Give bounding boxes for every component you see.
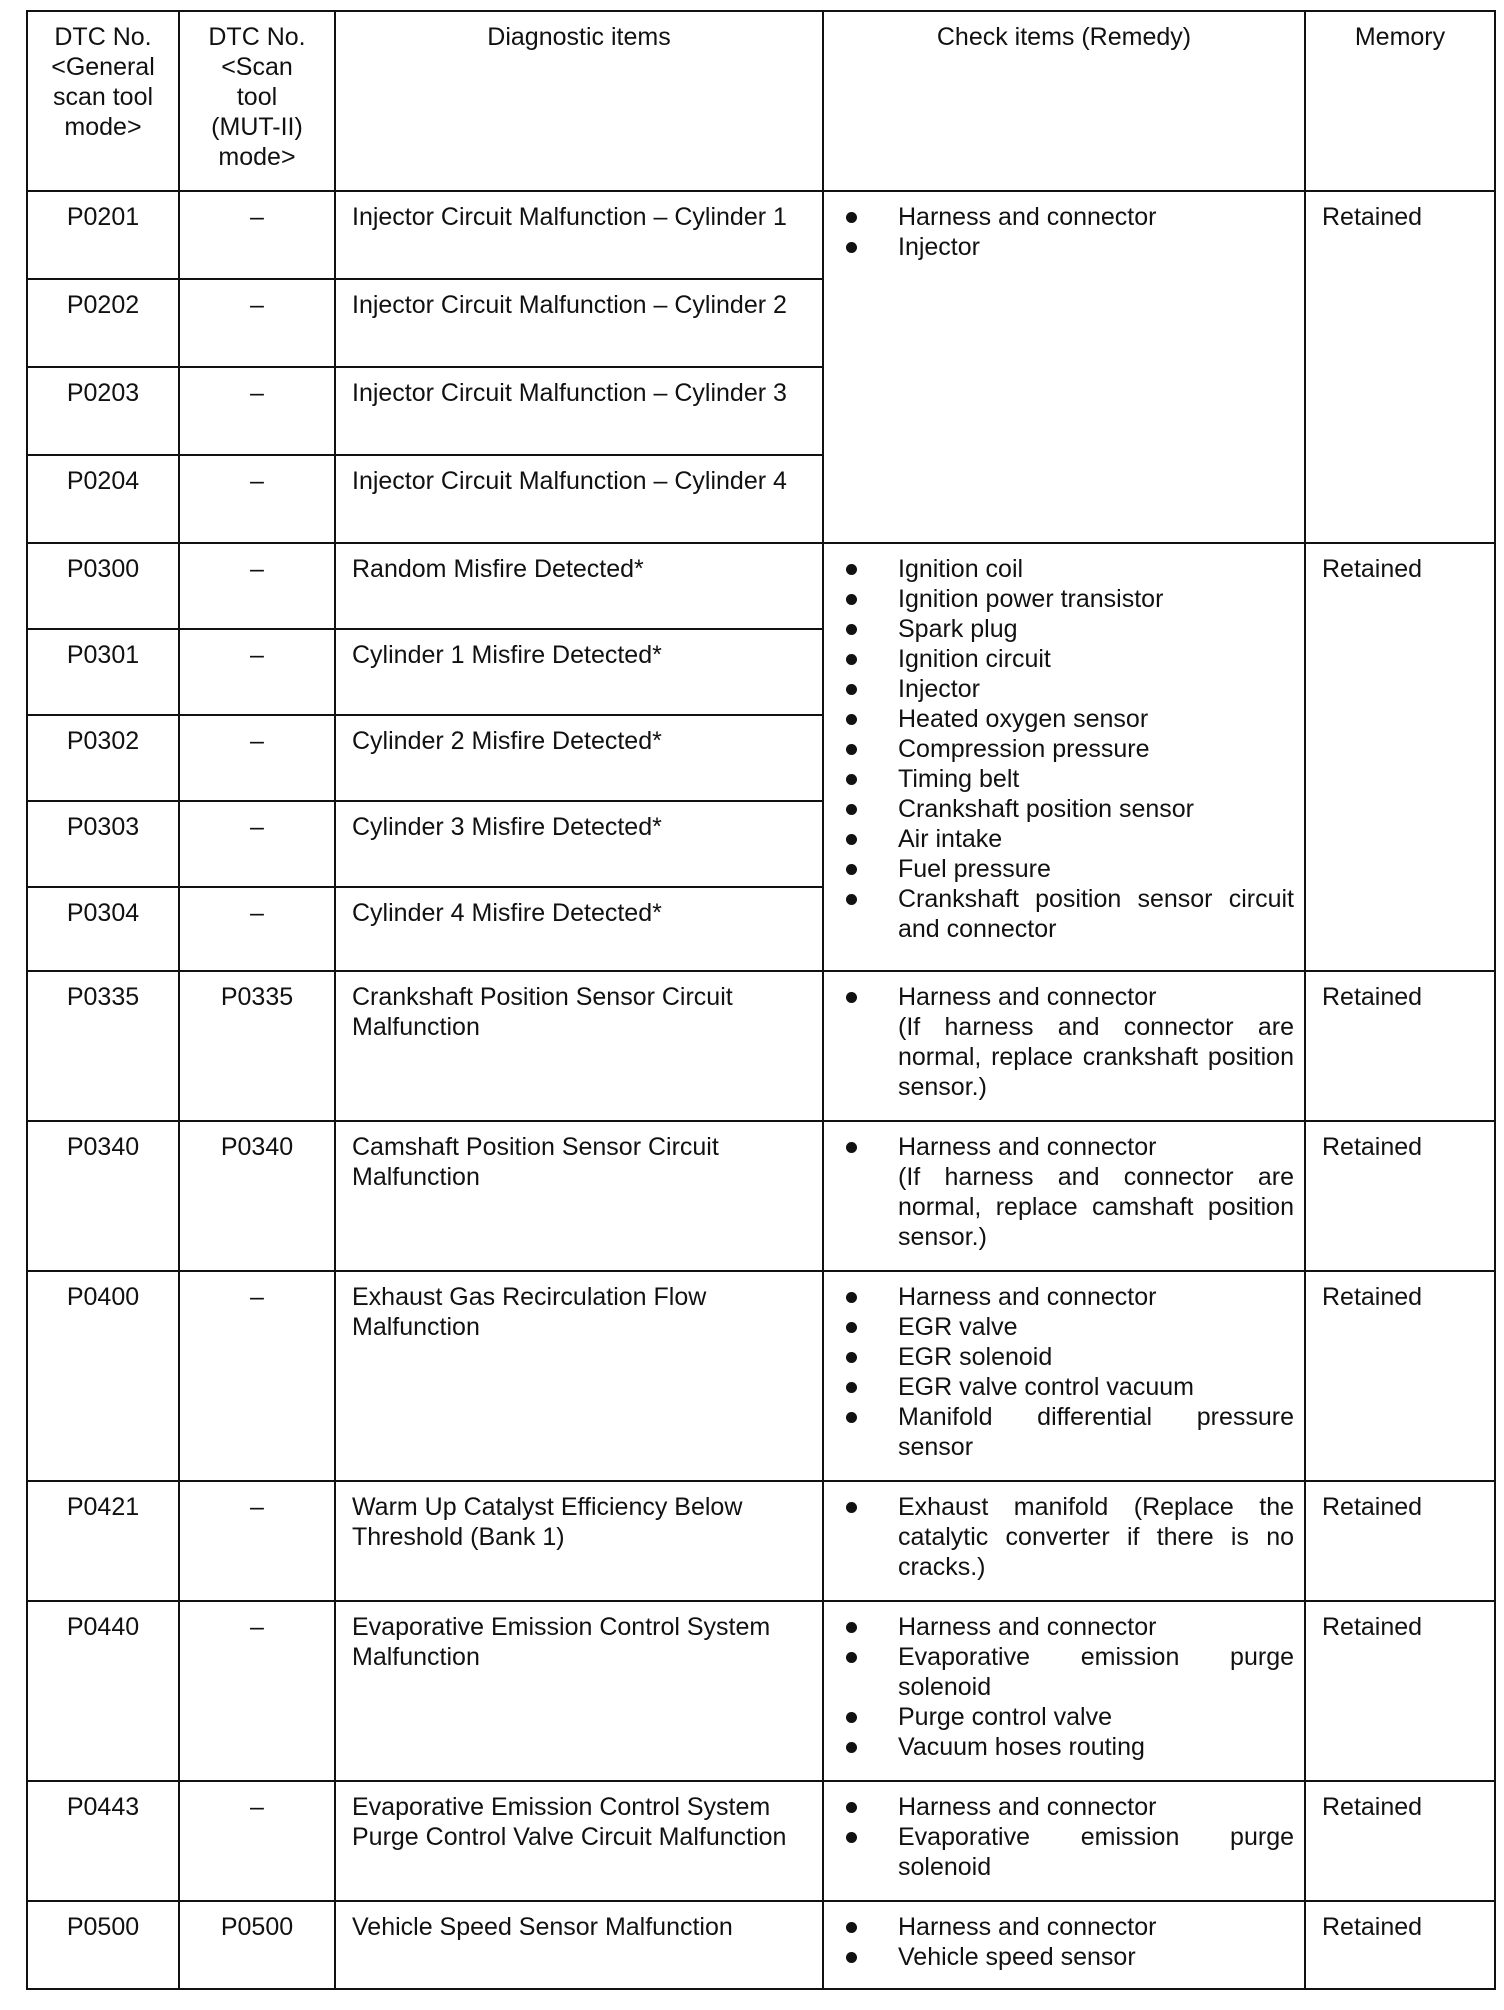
memory-cell: Retained (1305, 191, 1495, 543)
check-item-note: (If harness and connector are normal, replace crankshaft position sensor.) (898, 1013, 1294, 1101)
table-row (27, 1271, 1495, 1481)
check-items-cell (823, 1901, 1305, 1989)
check-items-cell (823, 1271, 1305, 1481)
memory-cell: Retained (1305, 1781, 1495, 1901)
check-item: Harness and connector (840, 1792, 1294, 1822)
table-row (27, 1601, 1495, 1781)
diagnostic-item-cell: Cylinder 3 Misfire Detected* (335, 801, 823, 887)
check-item: Heated oxygen sensor (840, 704, 1294, 734)
diagnostic-item-cell: Warm Up Catalyst Efficiency Below Threshold (Bank 1) (335, 1481, 823, 1601)
dtc-scan-code-cell: – (179, 1271, 335, 1481)
header-dtc-general: DTC No. <General scan tool mode> (27, 11, 179, 191)
dtc-code-cell: P0440 (27, 1601, 179, 1781)
dtc-scan-code-cell: – (179, 367, 335, 455)
dtc-code-cell: P0302 (27, 715, 179, 801)
check-items-list (840, 982, 1294, 1012)
check-item: Harness and connector (840, 1612, 1294, 1642)
check-item: Harness and connector (840, 982, 1294, 1012)
check-items-list (840, 1132, 1294, 1162)
dtc-code-cell: P0443 (27, 1781, 179, 1901)
dtc-scan-code-cell: – (179, 1481, 335, 1601)
header-memory: Memory (1305, 11, 1495, 191)
check-item: Crankshaft position sensor circuit and connector (840, 884, 1294, 944)
dtc-code-cell: P0301 (27, 629, 179, 715)
dtc-code-cell: P0202 (27, 279, 179, 367)
diagnostic-item-cell: Crankshaft Position Sensor Circuit Malfunction (335, 971, 823, 1121)
dtc-table (26, 10, 1496, 1990)
check-item: Air intake (840, 824, 1294, 854)
diagnostic-item-cell: Evaporative Emission Control System Malfunction (335, 1601, 823, 1781)
dtc-table-body (27, 191, 1495, 1989)
dtc-code-cell: P0203 (27, 367, 179, 455)
check-item: Ignition circuit (840, 644, 1294, 674)
memory-cell: Retained (1305, 1901, 1495, 1989)
check-item: Purge control valve (840, 1702, 1294, 1732)
check-item: Harness and connector (840, 1282, 1294, 1312)
check-items-cell (823, 1481, 1305, 1601)
diagnostic-item-cell: Injector Circuit Malfunction – Cylinder 2 (335, 279, 823, 367)
check-item: Evaporative emission purge solenoid (840, 1822, 1294, 1882)
dtc-scan-code-cell: P0340 (179, 1121, 335, 1271)
check-items-cell (823, 1781, 1305, 1901)
dtc-scan-code-cell: P0500 (179, 1901, 335, 1989)
memory-cell: Retained (1305, 1481, 1495, 1601)
check-item: Harness and connector (840, 202, 1294, 232)
table-row (27, 1781, 1495, 1901)
check-items-list (840, 1912, 1294, 1972)
memory-cell: Retained (1305, 971, 1495, 1121)
memory-cell: Retained (1305, 1601, 1495, 1781)
check-items-list (840, 1792, 1294, 1882)
check-item: Harness and connector (840, 1132, 1294, 1162)
check-item: Crankshaft position sensor (840, 794, 1294, 824)
diagnostic-item-cell: Injector Circuit Malfunction – Cylinder 1 (335, 191, 823, 279)
check-item: Vehicle speed sensor (840, 1942, 1294, 1972)
check-items-cell (823, 543, 1305, 971)
check-items-list (840, 202, 1294, 262)
check-items-list (840, 554, 1294, 944)
diagnostic-item-cell: Cylinder 2 Misfire Detected* (335, 715, 823, 801)
memory-cell: Retained (1305, 1121, 1495, 1271)
dtc-scan-code-cell: – (179, 715, 335, 801)
diagnostic-item-cell: Random Misfire Detected* (335, 543, 823, 629)
check-item: EGR solenoid (840, 1342, 1294, 1372)
dtc-code-cell: P0300 (27, 543, 179, 629)
dtc-code-cell: P0303 (27, 801, 179, 887)
memory-cell: Retained (1305, 543, 1495, 971)
check-item: Evaporative emission purge solenoid (840, 1642, 1294, 1702)
dtc-code-cell: P0500 (27, 1901, 179, 1989)
dtc-scan-code-cell: – (179, 887, 335, 971)
dtc-code-cell: P0204 (27, 455, 179, 543)
diagnostic-item-cell: Evaporative Emission Control System Purge Control Valve Circuit Malfunction (335, 1781, 823, 1901)
header-dtc-scan: DTC No. <Scan tool (MUT-II) mode> (179, 11, 335, 191)
check-items-cell (823, 971, 1305, 1121)
dtc-scan-code-cell: – (179, 455, 335, 543)
check-item: Exhaust manifold (Replace the catalytic converter if there is no cracks.) (840, 1492, 1294, 1582)
check-items-list (840, 1282, 1294, 1462)
diagnostic-item-cell: Vehicle Speed Sensor Malfunction (335, 1901, 823, 1989)
check-item: Ignition power transistor (840, 584, 1294, 614)
diagnostic-item-cell: Cylinder 1 Misfire Detected* (335, 629, 823, 715)
table-row (27, 543, 1495, 629)
check-item: Harness and connector (840, 1912, 1294, 1942)
dtc-code-cell: P0340 (27, 1121, 179, 1271)
header-row (27, 11, 1495, 191)
memory-cell: Retained (1305, 1271, 1495, 1481)
dtc-scan-code-cell: – (179, 1601, 335, 1781)
check-items-cell (823, 1601, 1305, 1781)
dtc-scan-code-cell: – (179, 543, 335, 629)
dtc-code-cell: P0421 (27, 1481, 179, 1601)
check-item: EGR valve (840, 1312, 1294, 1342)
diagnostic-item-cell: Camshaft Position Sensor Circuit Malfunction (335, 1121, 823, 1271)
dtc-code-cell: P0201 (27, 191, 179, 279)
table-row (27, 1121, 1495, 1271)
check-item: Injector (840, 232, 1294, 262)
diagnostic-item-cell: Injector Circuit Malfunction – Cylinder 4 (335, 455, 823, 543)
table-row (27, 1901, 1495, 1989)
dtc-scan-code-cell: – (179, 1781, 335, 1901)
check-items-list (840, 1612, 1294, 1762)
header-check-items: Check items (Remedy) (823, 11, 1305, 191)
check-item-note: (If harness and connector are normal, replace camshaft position sensor.) (898, 1163, 1294, 1251)
dtc-scan-code-cell: – (179, 801, 335, 887)
check-item: Ignition coil (840, 554, 1294, 584)
table-row (27, 971, 1495, 1121)
dtc-scan-code-cell: – (179, 629, 335, 715)
dtc-scan-code-cell: P0335 (179, 971, 335, 1121)
dtc-code-cell: P0400 (27, 1271, 179, 1481)
check-item: Manifold differential pressure sensor (840, 1402, 1294, 1462)
dtc-code-cell: P0304 (27, 887, 179, 971)
check-items-list (840, 1492, 1294, 1582)
check-item: EGR valve control vacuum (840, 1372, 1294, 1402)
header-diagnostic-items: Diagnostic items (335, 11, 823, 191)
check-items-cell (823, 191, 1305, 543)
diagnostic-item-cell: Exhaust Gas Recirculation Flow Malfunction (335, 1271, 823, 1481)
check-item: Injector (840, 674, 1294, 704)
check-item: Compression pressure (840, 734, 1294, 764)
dtc-scan-code-cell: – (179, 279, 335, 367)
check-item: Fuel pressure (840, 854, 1294, 884)
check-item: Spark plug (840, 614, 1294, 644)
table-row (27, 1481, 1495, 1601)
check-item: Timing belt (840, 764, 1294, 794)
check-item: Vacuum hoses routing (840, 1732, 1294, 1762)
check-items-cell (823, 1121, 1305, 1271)
dtc-scan-code-cell: – (179, 191, 335, 279)
diagnostic-item-cell: Cylinder 4 Misfire Detected* (335, 887, 823, 971)
table-row (27, 191, 1495, 279)
dtc-code-cell: P0335 (27, 971, 179, 1121)
diagnostic-item-cell: Injector Circuit Malfunction – Cylinder 3 (335, 367, 823, 455)
